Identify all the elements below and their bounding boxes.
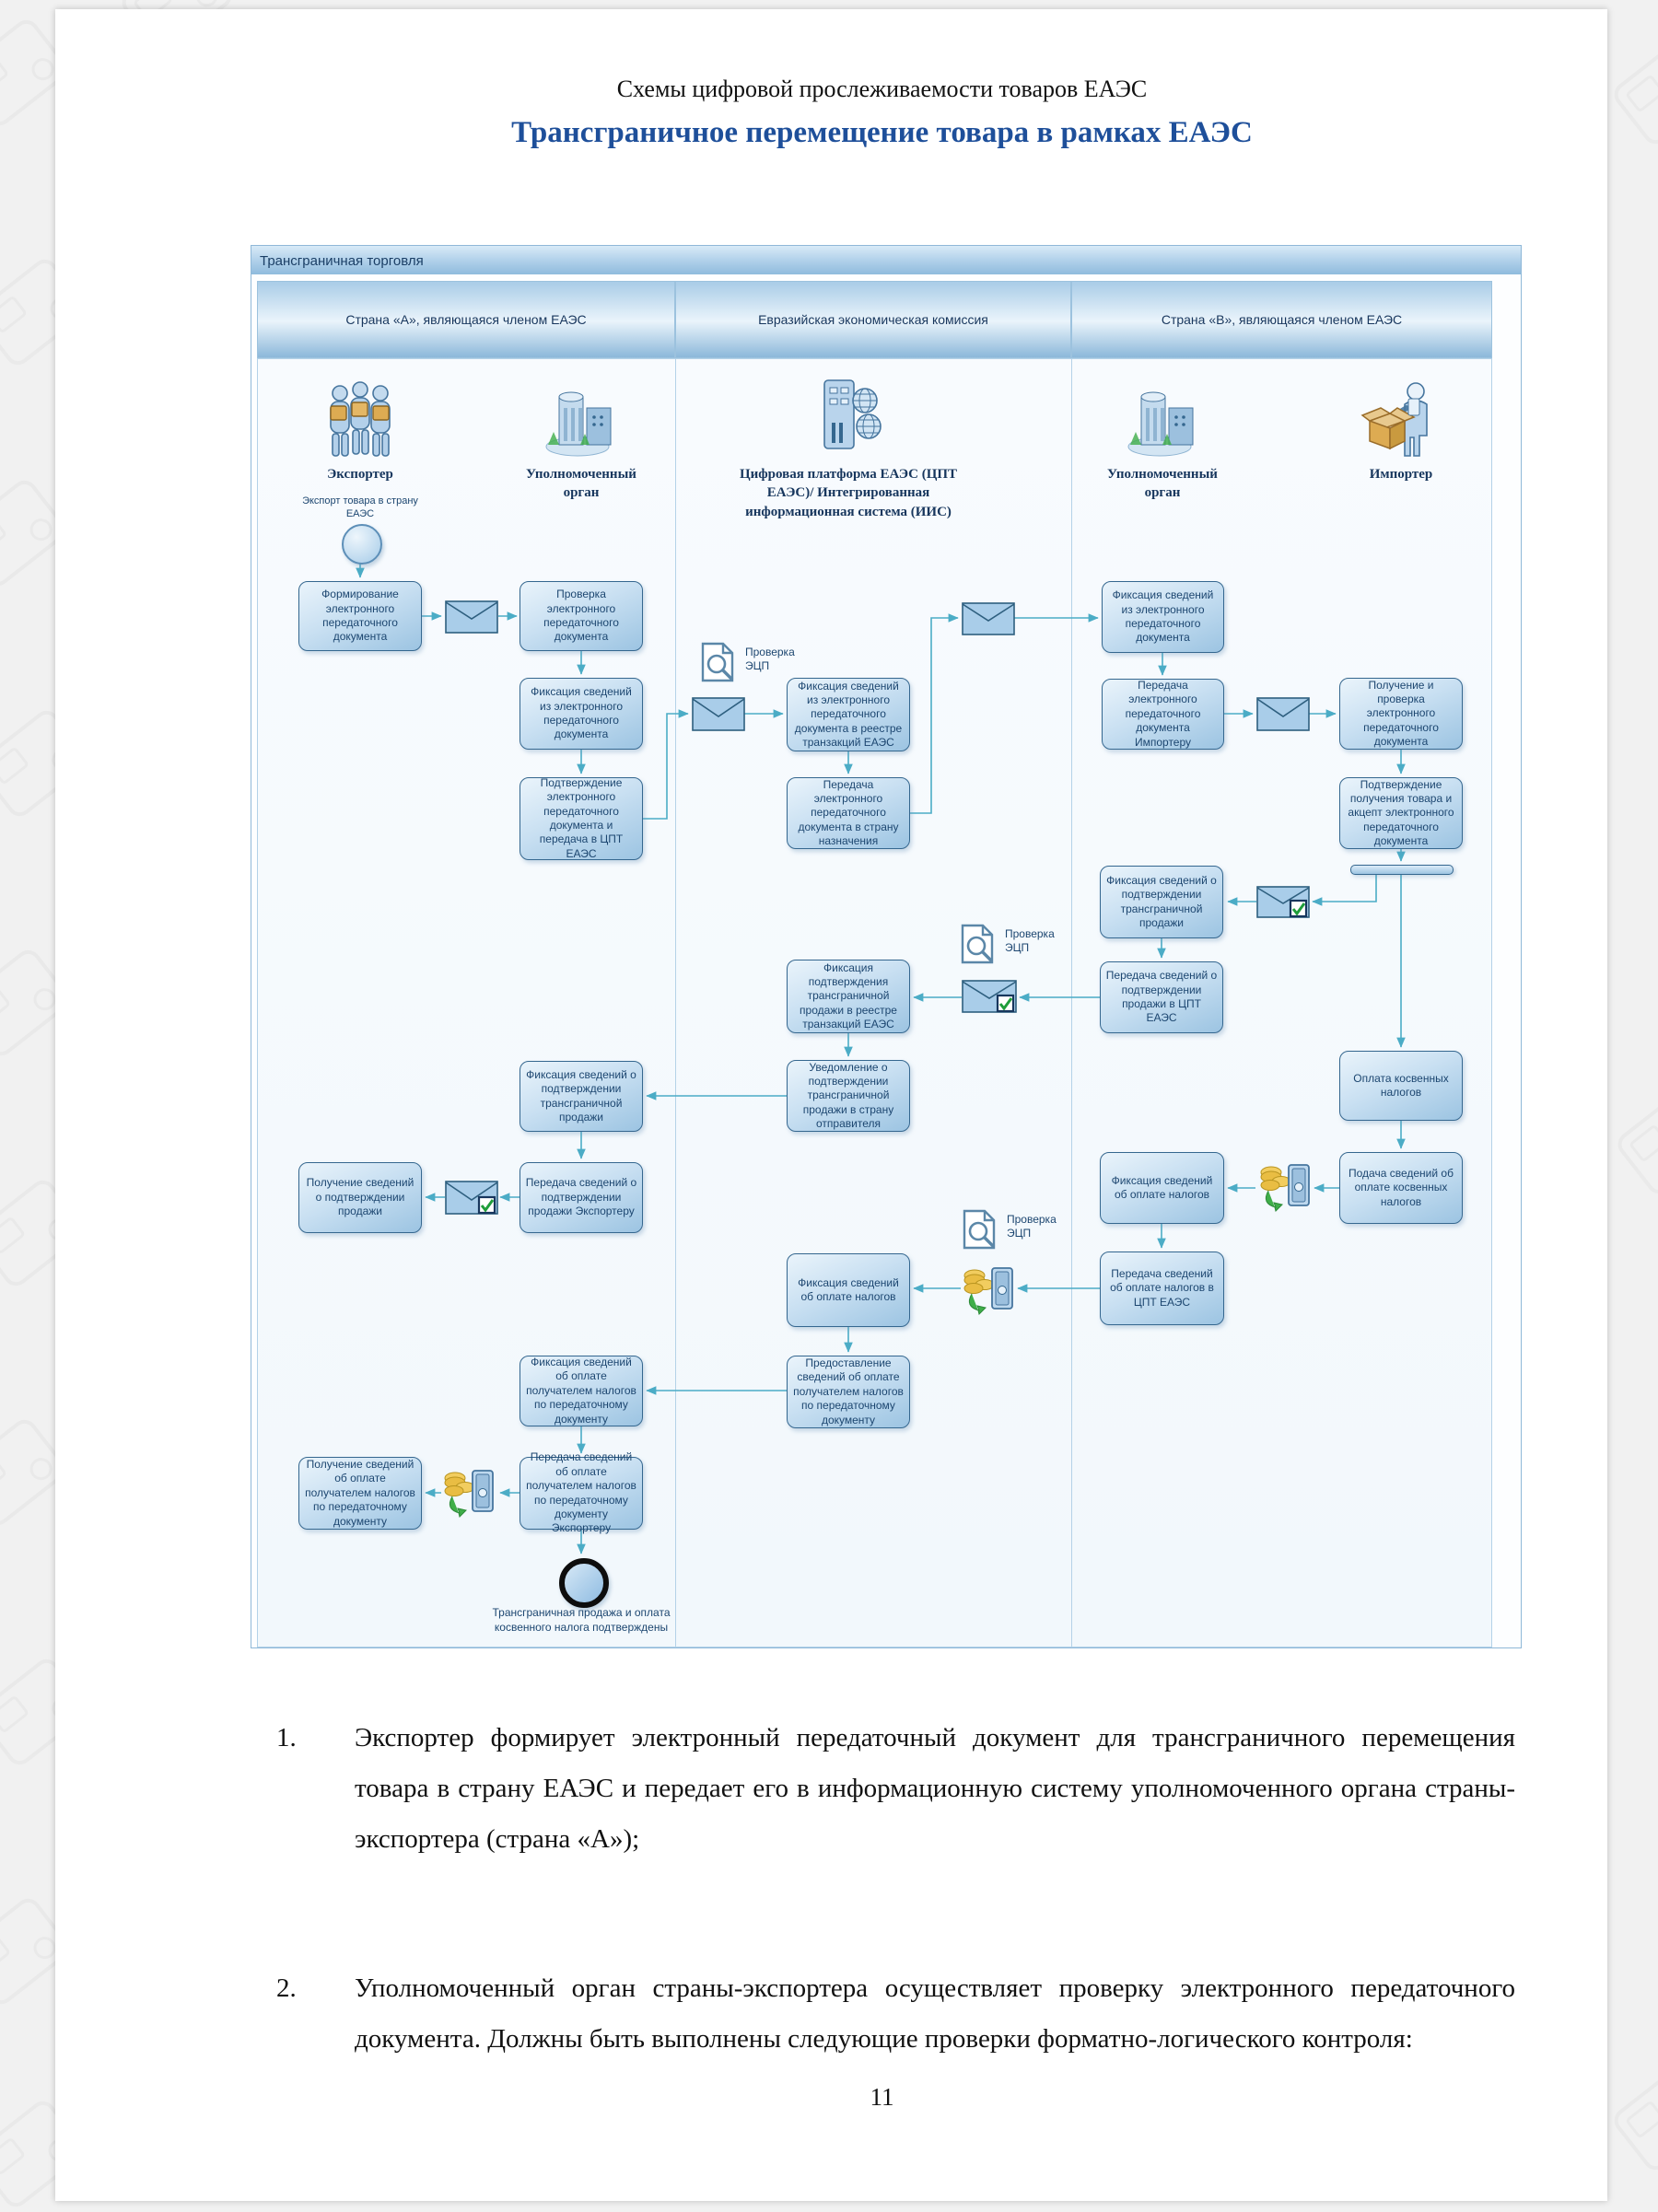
margin-doodle <box>1613 1083 1658 1198</box>
process-box: Фиксация сведений о подтверждении трансграничной продажи <box>1100 866 1223 938</box>
process-box: Оплата косвенных налогов <box>1339 1051 1463 1121</box>
process-box: Фиксация сведений об оплате получателем налогов по передаточному документу <box>520 1356 643 1426</box>
exporter-people-icon <box>320 380 401 460</box>
tax-payment-icon <box>439 1465 496 1525</box>
signature-check-icon <box>957 922 999 971</box>
process-box: Фиксация сведений об оплате налогов <box>787 1253 910 1327</box>
process-box: Проверка электронного передаточного документа <box>520 581 643 651</box>
signature-check-icon <box>959 1207 1001 1256</box>
actor-label-importer: Импортер <box>1369 467 1433 482</box>
page-number: 11 <box>870 2083 894 2111</box>
margin-doodle <box>1609 33 1658 148</box>
process-box: Получение сведений об оплате получателем налогов по передаточному документу <box>298 1457 422 1530</box>
exporter-sublabel: Экспорт товара в страну ЕАЭС <box>302 495 418 520</box>
process-box: Подтверждение электронного передаточного документа и передача в ЦПТ ЕАЭС <box>520 777 643 860</box>
process-box: Фиксация сведений о подтверждении трансграничной продажи <box>520 1061 643 1132</box>
list-item-text: Уполномоченный орган страны-экспортера осуществляет проверку электронного передаточного документа. Должны быть выполнены следующие проверки форматно-логического контроля: <box>355 1973 1515 2054</box>
process-box: Фиксация сведений из электронного передаточного документа в реестре транзакций ЕАЭС <box>787 678 910 751</box>
process-box: Передача сведений об оплате налогов в ЦПТ ЕАЭС <box>1100 1252 1224 1325</box>
platform-server-icon <box>811 375 887 460</box>
flow-connectors <box>251 246 1523 1649</box>
start-event <box>342 524 382 565</box>
importer-person-icon <box>1360 380 1442 460</box>
process-box: Передача электронного передаточного документа в страну назначения <box>787 777 910 849</box>
process-box: Уведомление о подтверждении трансграничной продажи в страну отправителя <box>787 1060 910 1132</box>
process-box: Предоставление сведений об оплате получателем налогов по передаточному документу <box>787 1356 910 1428</box>
pool-title: Трансграничная торговля <box>251 246 1521 276</box>
actor-label-authority-b: Уполномоченный орган <box>1107 467 1218 501</box>
process-box: Фиксация сведений об оплате налогов <box>1100 1152 1224 1224</box>
lane-header-country-a: Страна «А», являющаяся членом ЕАЭС <box>257 281 675 358</box>
authority-building-icon <box>541 380 622 460</box>
lane-header-country-b: Страна «В», являющаяся членом ЕАЭС <box>1071 281 1492 358</box>
tax-payment-icon <box>1255 1159 1313 1219</box>
bpmn-diagram <box>251 245 1522 1648</box>
signature-check-icon <box>697 640 740 689</box>
message-envelope-icon <box>962 602 1015 640</box>
process-box: Формирование электронного передаточного документа <box>298 581 422 651</box>
end-event-label: Трансграничная продажа и оплата косвенного налога подтверждены <box>492 1606 671 1634</box>
process-box: Фиксация подтверждения трансграничной продажи в реестре транзакций ЕАЭС <box>787 960 910 1033</box>
list-item-number: 2. <box>276 1973 297 2003</box>
list-item-text: Экспортер формирует электронный передаточный документ для трансграничного перемещения товара в страну ЕАЭС и передает его в информационную систему уполномоченного органа страны-экспортера (страна «А»); <box>355 1723 1515 1854</box>
page-title: Трансграничное перемещение товара в рамках ЕАЭС <box>511 116 1253 149</box>
document-page <box>55 9 1607 2201</box>
process-box: Получение сведений о подтверждении продажи <box>298 1162 422 1233</box>
process-box: Подача сведений об оплате косвенных налогов <box>1339 1152 1463 1224</box>
process-box: Фиксация сведений из электронного передаточного документа <box>1102 581 1224 653</box>
message-envelope-icon <box>1256 697 1310 736</box>
confirmed-message-envelope-icon <box>962 980 1017 1021</box>
actor-label-authority-a: Уполномоченный орган <box>526 467 636 501</box>
process-box: Передача сведений о подтверждении продажи в ЦПТ ЕАЭС <box>1100 961 1223 1033</box>
list-item-number: 1. <box>276 1723 297 1752</box>
fork-bar <box>1350 865 1454 875</box>
confirmed-message-envelope-icon <box>445 1181 498 1223</box>
authority-building-icon <box>1123 380 1204 460</box>
signature-check-label: Проверка ЭЦП <box>1007 1213 1057 1240</box>
list-item <box>276 1713 1515 1865</box>
process-box: Передача сведений о подтверждении продажи Экспортеру <box>520 1162 643 1233</box>
signature-check-label: Проверка ЭЦП <box>1005 927 1055 954</box>
list-item <box>276 1963 1515 2065</box>
margin-doodle <box>1609 2059 1658 2174</box>
signature-check-label: Проверка ЭЦП <box>745 646 795 672</box>
document-header: Схемы цифровой прослеживаемости товаров ЕАЭС <box>616 76 1148 102</box>
process-box: Фиксация сведений из электронного передаточного документа <box>520 678 643 750</box>
message-envelope-icon <box>692 697 745 736</box>
process-box: Передача электронного передаточного документа Импортеру <box>1102 679 1224 750</box>
end-event <box>559 1558 609 1608</box>
confirmed-message-envelope-icon <box>1256 886 1310 927</box>
actor-label-platform: Цифровая платформа ЕАЭС (ЦПТ ЕАЭС)/ Интегрированная информационная система (ИИС) <box>739 467 958 519</box>
lane-header-eec: Евразийская экономическая комиссия <box>675 281 1071 358</box>
tax-payment-icon <box>959 1263 1016 1322</box>
actor-label-exporter: Экспортер <box>327 467 393 482</box>
process-box: Подтверждение получения товара и акцепт электронного передаточного документа <box>1339 777 1463 849</box>
process-box: Передача сведений об оплате получателем налогов по передаточному документу Экспортеру <box>520 1457 643 1530</box>
message-envelope-icon <box>445 600 498 638</box>
process-box: Получение и проверка электронного передаточного документа <box>1339 678 1463 750</box>
